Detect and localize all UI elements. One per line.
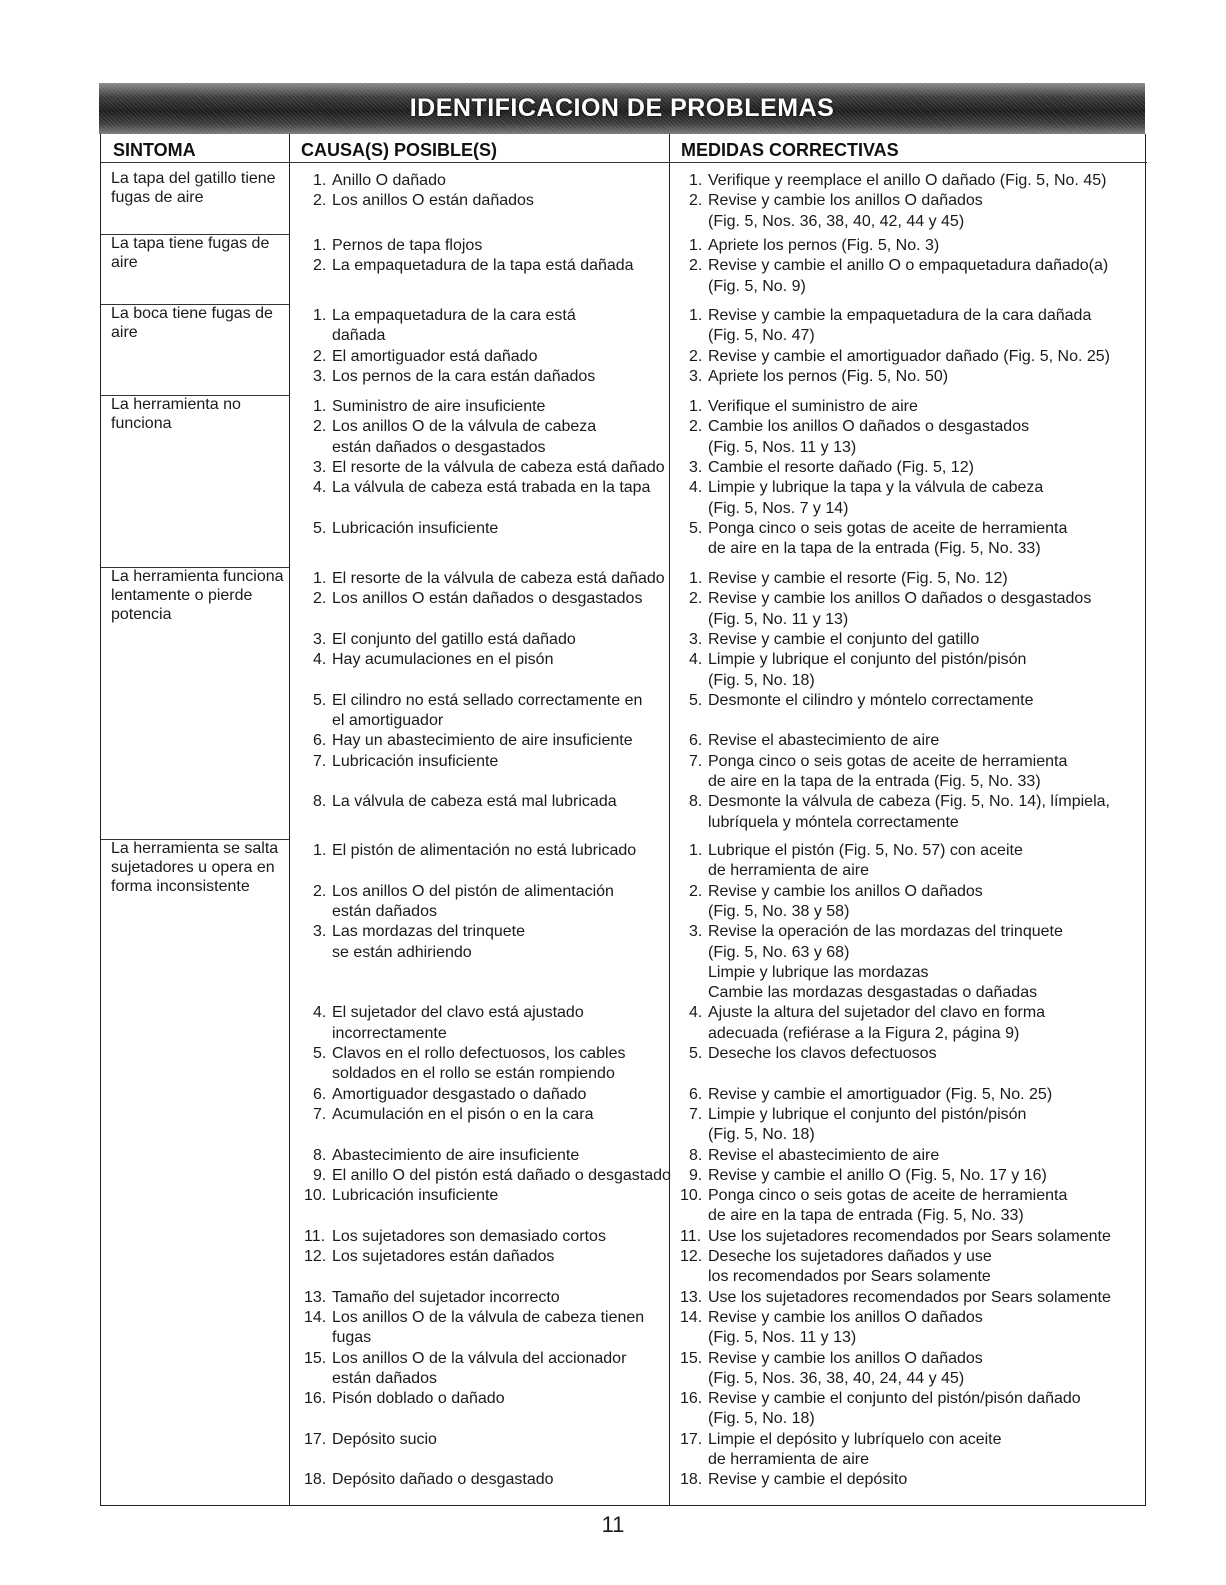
- remedies-text: (Fig. 5, No. 47): [708, 327, 815, 345]
- remedies-text: Revise y cambie los anillos O dañados: [708, 1308, 983, 1326]
- remedies-text: Ponga cinco o seis gotas de aceite de herramienta: [708, 752, 1068, 770]
- remedies-number: 5.: [689, 519, 703, 537]
- causes-number: 3.: [313, 923, 327, 941]
- causes-text: El conjunto del gatillo está dañado: [332, 630, 576, 648]
- causes-number: 2.: [313, 257, 327, 275]
- causes-text: La empaquetadura de la tapa está dañada: [332, 257, 634, 275]
- causes-text: están dañados: [332, 1369, 437, 1387]
- causes-text: El amortiguador está dañado: [332, 347, 538, 365]
- causes-number: 5.: [313, 519, 327, 537]
- causes-number: 12.: [304, 1248, 327, 1265]
- causes-number: 2.: [313, 418, 327, 436]
- causes-number: 1.: [313, 570, 327, 587]
- causes-number: 1.: [313, 172, 327, 189]
- causes-number: 14.: [304, 1308, 327, 1326]
- causes-number: 9.: [313, 1166, 327, 1184]
- header-causes: CAUSA(S) POSIBLE(S): [301, 140, 498, 160]
- causes-number: 1.: [313, 237, 327, 254]
- causes-number: 4.: [313, 1004, 327, 1022]
- causes-text: Los pernos de la cara están dañados: [332, 367, 596, 385]
- remedies-number: 10.: [680, 1187, 703, 1205]
- causes-text: La válvula de cabeza está mal lubricada: [332, 793, 617, 811]
- remedies-text: Revise y cambie el amortiguador (Fig. 5, No. 25): [708, 1085, 1053, 1103]
- remedies-number: 1.: [689, 842, 703, 859]
- remedies-text: Revise y cambie el amortiguador dañado (Fig. 5, No. 25): [708, 347, 1110, 365]
- causes-text: fugas: [332, 1329, 372, 1347]
- causes-number: 8.: [313, 793, 327, 811]
- remedies-text: adecuada (refiérase a la Figura 2, página 9): [708, 1024, 1020, 1042]
- causes-number: 18.: [304, 1471, 327, 1489]
- causes-text: Pisón doblado o dañado: [332, 1390, 505, 1408]
- remedies-text: Revise y cambie el resorte (Fig. 5, No. 12): [708, 570, 1008, 587]
- causes-text: Los anillos O de la válvula del accionador: [332, 1349, 627, 1367]
- causes-text: La empaquetadura de la cara está: [332, 307, 576, 324]
- causes-text: incorrectamente: [332, 1024, 447, 1042]
- causes-text: El pistón de alimentación no está lubricado: [332, 842, 637, 859]
- remedies-number: 3.: [689, 458, 703, 476]
- causes-text: El resorte de la válvula de cabeza está dañado: [332, 458, 665, 476]
- remedies-number: 4.: [689, 479, 703, 497]
- remedies-text: Desmonte la válvula de cabeza (Fig. 5, No. 14), límpiela,: [708, 793, 1110, 811]
- remedies-number: 3.: [689, 923, 703, 941]
- remedies-text: Apriete los pernos (Fig. 5, No. 50): [708, 367, 949, 385]
- remedies-number: 1.: [689, 172, 703, 189]
- remedies-number: 2.: [689, 347, 703, 365]
- remedies-text: Limpie el depósito y lubríquelo con aceite: [708, 1430, 1002, 1448]
- causes-text: están dañados o desgastados: [332, 438, 546, 456]
- remedies-text: los recomendados por Sears solamente: [708, 1268, 991, 1286]
- remedies-number: 9.: [689, 1166, 703, 1184]
- column-divider: [669, 134, 670, 1505]
- remedies-text: (Fig. 5, No. 18): [708, 671, 815, 689]
- remedies-number: 1.: [689, 237, 703, 254]
- remedies-text: de herramienta de aire: [708, 862, 869, 880]
- remedies-text: (Fig. 5, Nos. 36, 38, 40, 42, 44 y 45): [708, 212, 965, 230]
- causes-number: 15.: [304, 1349, 327, 1367]
- remedies-text: Cambie las mordazas desgastadas o dañadas: [708, 984, 1038, 1002]
- remedies-text: de aire en la tapa de la entrada (Fig. 5, No. 33): [708, 773, 1041, 790]
- remedies-number: 4.: [689, 1004, 703, 1022]
- remedies-text: (Fig. 5, Nos. 36, 38, 40, 24, 44 y 45): [708, 1369, 965, 1387]
- causes-text: Lubricación insuficiente: [332, 752, 499, 770]
- remedies-number: 5.: [689, 1045, 703, 1062]
- remedies-number: 5.: [689, 691, 703, 709]
- causes-text: El resorte de la válvula de cabeza está dañado: [332, 570, 665, 587]
- symptom-cell: La tapa del gatillo tiene fugas de aire: [111, 170, 276, 206]
- causes-number: 16.: [304, 1390, 327, 1408]
- remedies-text: Limpie y lubrique las mordazas: [708, 963, 929, 981]
- remedies-text: (Fig. 5, No. 9): [708, 277, 806, 295]
- causes-text: soldados en el rollo se están rompiendo: [332, 1065, 615, 1083]
- causes-text: Hay acumulaciones en el pisón: [332, 651, 554, 669]
- causes-number: 11.: [304, 1227, 326, 1245]
- causes-text: dañada: [332, 327, 386, 345]
- causes-text: Lubricación insuficiente: [332, 1187, 499, 1205]
- symptom-cell: La boca tiene fugas de aire: [111, 305, 273, 341]
- causes-number: 3.: [313, 458, 327, 476]
- causes-number: 5.: [313, 691, 327, 709]
- header-divider: [101, 162, 1147, 163]
- remedies-text: Deseche los clavos defectuosos: [708, 1045, 937, 1062]
- remedies-number: 8.: [689, 793, 703, 811]
- causes-text: Tamaño del sujetador incorrecto: [332, 1288, 560, 1306]
- remedies-text: Revise y cambie el depósito: [708, 1471, 908, 1489]
- page-title: IDENTIFICACION DE PROBLEMAS: [409, 94, 835, 122]
- causes-text: Los sujetadores están dañados: [332, 1248, 555, 1265]
- remedies-text: Revise el abastecimiento de aire: [708, 1146, 940, 1164]
- remedies-text: (Fig. 5, No. 18): [708, 1410, 815, 1428]
- remedies-text: (Fig. 5, Nos. 11 y 13): [708, 438, 857, 456]
- remedies-number: 14.: [680, 1308, 703, 1326]
- causes-text: El sujetador del clavo está ajustado: [332, 1004, 584, 1022]
- remedies-text: Revise y cambie los anillos O dañados o desgastados: [708, 590, 1092, 608]
- causes-text: La válvula de cabeza está trabada en la tapa: [332, 479, 651, 497]
- causes-text: Los sujetadores son demasiado cortos: [332, 1227, 606, 1245]
- remedies-number: 7.: [689, 1105, 703, 1123]
- causes-text: El anillo O del pistón está dañado o desgastado: [332, 1166, 671, 1184]
- remedies-number: 3.: [689, 367, 703, 385]
- causes-number: 1.: [313, 398, 327, 415]
- header-remedies: MEDIDAS CORRECTIVAS: [681, 140, 899, 160]
- remedies-number: 15.: [680, 1349, 703, 1367]
- remedies-number: 2.: [689, 192, 703, 210]
- causes-text: el amortiguador: [332, 712, 444, 730]
- causes-text: Amortiguador desgastado o dañado: [332, 1085, 587, 1103]
- remedies-text: Lubrique el pistón (Fig. 5, No. 57) con aceite: [708, 842, 1023, 859]
- causes-text: Suministro de aire insuficiente: [332, 398, 546, 415]
- remedies-text: de aire en la tapa de entrada (Fig. 5, No. 33): [708, 1207, 1024, 1225]
- causes-text: Anillo O dañado: [332, 172, 446, 189]
- remedies-text: (Fig. 5, No. 63 y 68): [708, 943, 850, 961]
- remedies-number: 2.: [689, 257, 703, 275]
- causes-text: Depósito dañado o desgastado: [332, 1471, 554, 1489]
- page-number: 11: [601, 1512, 625, 1537]
- troubleshooting-table: [100, 134, 1146, 1506]
- remedies-text: Revise y cambie el conjunto del gatillo: [708, 630, 980, 648]
- remedies-text: (Fig. 5, No. 38 y 58): [708, 902, 850, 920]
- remedies-text: Use los sujetadores recomendados por Sears solamente: [708, 1288, 1111, 1306]
- remedies-text: (Fig. 5, No. 18): [708, 1126, 815, 1144]
- remedies-text: Limpie y lubrique la tapa y la válvula de cabeza: [708, 479, 1044, 497]
- remedies-text: Verifique y reemplace el anillo O dañado (Fig. 5, No. 45): [708, 172, 1107, 189]
- remedies-text: (Fig. 5, Nos. 7 y 14): [708, 499, 849, 517]
- remedies-text: de aire en la tapa de la entrada (Fig. 5, No. 33): [708, 540, 1041, 558]
- causes-number: 6.: [313, 1085, 327, 1103]
- causes-text: están dañados: [332, 902, 437, 920]
- remedies-text: Revise y cambie los anillos O dañados: [708, 1349, 983, 1367]
- remedies-text: Desmonte el cilindro y móntelo correctamente: [708, 691, 1034, 709]
- remedies-text: Revise y cambie la empaquetadura de la cara dañada: [708, 307, 1092, 324]
- remedies-text: de herramienta de aire: [708, 1451, 869, 1468]
- causes-text: Los anillos O de la válvula de cabeza tienen: [332, 1308, 645, 1326]
- remedies-number: 12.: [680, 1248, 703, 1265]
- remedies-text: Apriete los pernos (Fig. 5, No. 3): [708, 237, 940, 254]
- remedies-text: Deseche los sujetadores dañados y use: [708, 1248, 992, 1265]
- causes-text: Depósito sucio: [332, 1430, 437, 1448]
- remedies-text: Limpie y lubrique el conjunto del pistón/pisón: [708, 1105, 1027, 1123]
- remedies-text: Limpie y lubrique el conjunto del pistón/pisón: [708, 651, 1027, 669]
- remedies-number: 16.: [680, 1390, 703, 1408]
- remedies-number: 4.: [689, 651, 703, 669]
- causes-number: 6.: [313, 732, 327, 750]
- remedies-number: 8.: [689, 1146, 703, 1164]
- remedies-number: 7.: [689, 752, 703, 770]
- remedies-text: Ponga cinco o seis gotas de aceite de herramienta: [708, 1187, 1068, 1205]
- causes-number: 3.: [313, 367, 327, 385]
- column-divider: [289, 134, 290, 1505]
- causes-number: 7.: [313, 752, 327, 770]
- remedies-number: 1.: [689, 398, 703, 415]
- causes-number: 8.: [313, 1146, 327, 1164]
- causes-number: 13.: [304, 1288, 327, 1306]
- symptom-cell: La herramienta no funciona: [111, 396, 241, 432]
- causes-text: Abastecimiento de aire insuficiente: [332, 1146, 580, 1164]
- causes-text: se están adhiriendo: [332, 943, 472, 961]
- causes-text: Hay un abastecimiento de aire insuficiente: [332, 732, 633, 750]
- causes-text: Clavos en el rollo defectuosos, los cables: [332, 1045, 626, 1062]
- remedies-text: Ajuste la altura del sujetador del clavo en forma: [708, 1004, 1046, 1022]
- remedies-number: 17.: [680, 1430, 703, 1448]
- remedies-number: 2.: [689, 418, 703, 436]
- causes-number: 2.: [313, 347, 327, 365]
- causes-number: 2.: [313, 590, 327, 608]
- causes-text: El cilindro no está sellado correctamente en: [332, 691, 643, 709]
- remedies-text: Use los sujetadores recomendados por Sears solamente: [708, 1227, 1111, 1245]
- remedies-text: Revise la operación de las mordazas del trinquete: [708, 923, 1063, 941]
- causes-text: Los anillos O de la válvula de cabeza: [332, 418, 597, 436]
- remedies-number: 11.: [680, 1227, 702, 1245]
- causes-number: 10.: [304, 1187, 327, 1205]
- remedies-number: 1.: [689, 307, 703, 324]
- remedies-number: 2.: [689, 882, 703, 900]
- remedies-number: 2.: [689, 590, 703, 608]
- remedies-text: Revise el abastecimiento de aire: [708, 732, 940, 750]
- symptom-cell: La herramienta se salta sujetadores u opera en forma inconsistente: [111, 840, 279, 895]
- causes-number: 1.: [313, 842, 327, 859]
- symptom-cell: La herramienta funciona lentamente o pierde potencia: [111, 568, 284, 623]
- remedies-number: 1.: [689, 570, 703, 587]
- remedies-text: Verifique el suministro de aire: [708, 398, 918, 415]
- causes-number: 2.: [313, 882, 327, 900]
- remedies-text: Revise y cambie el conjunto del pistón/pisón dañado: [708, 1390, 1081, 1408]
- remedies-number: 3.: [689, 630, 703, 648]
- remedies-text: Cambie el resorte dañado (Fig. 5, 12): [708, 458, 974, 476]
- causes-number: 4.: [313, 479, 327, 497]
- remedies-text: Ponga cinco o seis gotas de aceite de herramienta: [708, 519, 1068, 537]
- remedies-text: lubríquela y móntela correctamente: [708, 813, 959, 831]
- remedies-text: Cambie los anillos O dañados o desgastados: [708, 418, 1030, 436]
- remedies-text: Revise y cambie los anillos O dañados: [708, 882, 983, 900]
- causes-number: 4.: [313, 651, 327, 669]
- causes-text: Lubricación insuficiente: [332, 519, 499, 537]
- title-banner: [99, 83, 1145, 134]
- causes-number: 2.: [313, 192, 327, 210]
- causes-number: 7.: [313, 1105, 327, 1123]
- remedies-number: 18.: [680, 1471, 703, 1489]
- causes-text: Pernos de tapa flojos: [332, 237, 483, 254]
- causes-text: Los anillos O del pistón de alimentación: [332, 882, 614, 900]
- remedies-text: Revise y cambie el anillo O o empaquetadura dañado(a): [708, 257, 1109, 275]
- remedies-text: (Fig. 5, Nos. 11 y 13): [708, 1329, 857, 1347]
- causes-text: Los anillos O están dañados o desgastados: [332, 590, 643, 608]
- causes-text: Las mordazas del trinquete: [332, 923, 525, 941]
- causes-number: 1.: [313, 307, 327, 324]
- causes-number: 3.: [313, 630, 327, 648]
- remedies-number: 6.: [689, 732, 703, 750]
- causes-number: 17.: [304, 1430, 327, 1448]
- remedies-text: Revise y cambie el anillo O (Fig. 5, No. 17 y 16): [708, 1166, 1047, 1184]
- causes-text: Los anillos O están dañados: [332, 192, 534, 210]
- symptom-cell: La tapa tiene fugas de aire: [111, 235, 270, 271]
- causes-number: 5.: [313, 1045, 327, 1062]
- remedies-text: Revise y cambie los anillos O dañados: [708, 192, 983, 210]
- causes-text: Acumulación en el pisón o en la cara: [332, 1105, 594, 1123]
- header-symptom: SINTOMA: [113, 140, 196, 160]
- remedies-number: 6.: [689, 1085, 703, 1103]
- remedies-number: 13.: [680, 1288, 703, 1306]
- remedies-text: (Fig. 5, No. 11 y 13): [708, 610, 849, 628]
